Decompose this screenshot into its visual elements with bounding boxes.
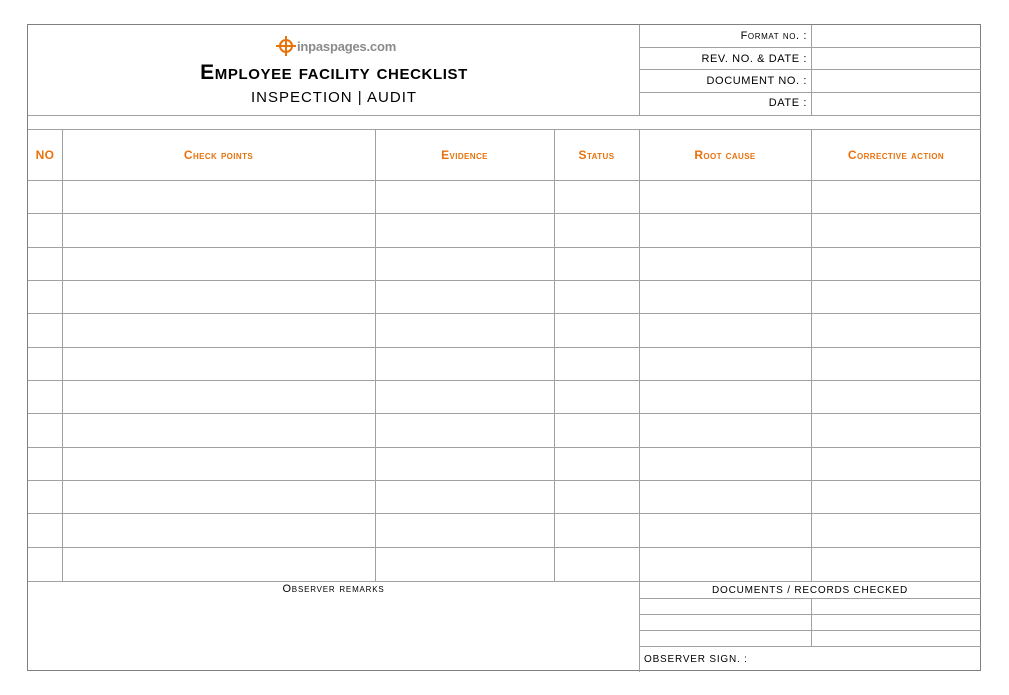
table-row [28,347,981,348]
format-no-label: Format no. : [740,30,807,42]
logo [275,35,396,57]
meta-value-divider [811,25,812,115]
table-bottom-line [28,581,981,582]
observer-sign-label: OBSERVER SIGN. : [644,654,748,665]
table-row [28,313,981,314]
column-header-evidence: Evidence [441,148,488,162]
table-row [28,180,981,181]
date-label: DATE : [768,97,807,109]
observer-remarks-label: Observer remarks [282,583,385,595]
logo-text: inpaspages.com [297,38,397,54]
logo-crosshair-icon [275,35,297,57]
table-row [28,213,981,214]
meta-row-line [639,92,981,93]
table-row [28,413,981,414]
meta-divider [639,25,640,115]
column-header-no: NO [35,148,55,162]
meta-row-line [639,69,981,70]
rev-no-date-label: REV. NO. & DATE : [701,53,807,65]
header-bottom-line [28,115,981,116]
table-row [28,447,981,448]
documents-row-line [639,598,981,599]
documents-column-divider [811,598,812,646]
table-row [28,513,981,514]
page-title: Employee facility checklist [200,61,468,84]
table-row [28,547,981,548]
table-row [28,247,981,248]
documents-row-line [639,630,981,631]
column-header-corrective-action: Corrective action [847,148,945,162]
page-subtitle: INSPECTION | AUDIT [250,89,418,106]
documents-row-line [639,614,981,615]
table-row [28,280,981,281]
table-row [28,380,981,381]
column-header-status: Status [578,148,615,162]
table-row [28,480,981,481]
document-no-label: DOCUMENT NO. : [706,75,807,87]
documents-row-line [639,646,981,647]
column-header-check-points: Check points [183,148,254,162]
documents-checked-label: DOCUMENTS / RECORDS CHECKED [711,585,909,596]
column-header-root-cause: Root cause [694,148,756,162]
meta-row-line [639,47,981,48]
checklist-sheet [27,24,981,671]
